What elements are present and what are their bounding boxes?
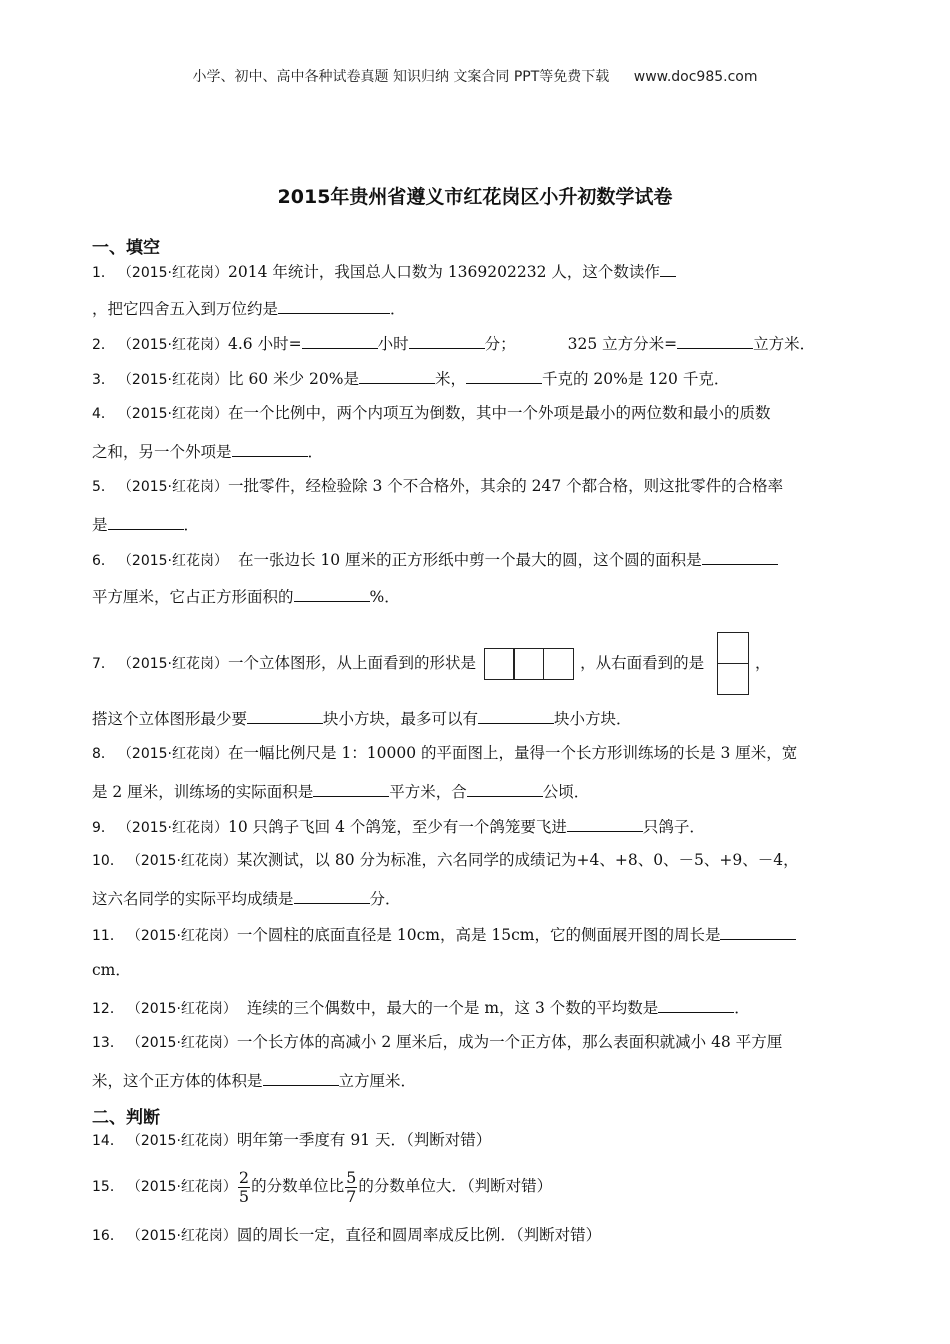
header-text: 小学、初中、高中各种试卷真题 知识归纳 文案合同 PPT等免费下载 — [192, 69, 610, 85]
answer-blank[interactable] — [247, 707, 323, 724]
answer-blank[interactable] — [302, 332, 378, 349]
question-5-cont: 是 ． — [92, 513, 199, 535]
header-site[interactable]: www.doc985.com — [633, 69, 758, 85]
question-15: 15． （2015·红花岗） $\frac{2}{5}$ 的分数单位比 $\frac{5}{7}$ 的分数单位大．（判断对错） — [92, 1167, 553, 1206]
top-view-figure — [485, 648, 574, 680]
question-4: 4． （2015·红花岗）在一个比例中，两个内项互为倒数，其中一个外项是最小的两位数和最小的质数 — [92, 404, 771, 422]
answer-blank[interactable] — [720, 923, 796, 940]
answer-blank[interactable] — [263, 1069, 339, 1086]
question-5: 5． （2015·红花岗）一批零件，经检验除 3 个不合格外，其余的 247 个都合格，则这批零件的合格率 — [92, 477, 784, 495]
section-fill-in: 一、填空 — [92, 238, 160, 258]
top-view-cell — [513, 648, 544, 680]
question-3: 3． （2015·红花岗）比 60 米少 20%是 米， 千克的 20%是 120 千克． — [92, 367, 729, 390]
question-2: 2． （2015·红花岗）4.6 小时= 小时 分； 325 立方分米= 立方米． — [92, 332, 815, 355]
question-8: 8． （2015·红花岗）在一幅比例尺是 1：10000 的平面图上，量得一个长方形训练场的长是 3 厘米，宽 — [92, 744, 798, 762]
answer-blank[interactable] — [660, 260, 676, 277]
question-7: 7． （2015·红花岗）一个立体图形，从上面看到的形状是 ，从右面看到的是 ， — [92, 630, 771, 696]
question-10-cont: 这六名同学的实际平均成绩是 分． — [92, 887, 401, 909]
question-16: 16． （2015·红花岗）圆的周长一定，直径和圆周率成反比例．（判断对错） — [92, 1226, 602, 1244]
question-1-cont: ，把它四舍五入到万位约是 ． — [92, 297, 406, 319]
question-6: 6． （2015·红花岗） 在一张边长 10 厘米的正方形纸中剪一个最大的圆，这个圆的面积是 — [92, 548, 778, 571]
right-view-cell — [717, 663, 749, 695]
answer-blank[interactable] — [278, 297, 390, 314]
answer-blank[interactable] — [232, 440, 308, 457]
question-13: 13． （2015·红花岗）一个长方体的高减小 2 厘米后，成为一个正方体，那么表面积就减小 48 平方厘 — [92, 1033, 783, 1051]
answer-blank[interactable] — [658, 996, 734, 1013]
question-13-cont: 米，这个正方体的体积是 立方厘米． — [92, 1069, 416, 1091]
question-10: 10． （2015·红花岗）某次测试，以 80 分为标准，六名同学的成绩记为+4、+8、0、－5、+9、－4， — [92, 851, 799, 869]
right-view-figure — [717, 633, 749, 694]
question-12: 12． （2015·红花岗） 连续的三个偶数中，最大的一个是 m，这 3 个数的平均数是 ． — [92, 996, 750, 1019]
fraction-5-7: $\frac{5}{7}$ — [346, 1167, 357, 1206]
page-title: 2015年贵州省遵义市红花岗区小升初数学试卷 — [277, 186, 673, 208]
question-7-cont: 搭这个立体图形最少要 块小方块，最多可以有 块小方块． — [92, 707, 632, 729]
answer-blank[interactable] — [313, 780, 389, 797]
question-8-cont: 是 2 厘米，训练场的实际面积是 平方米，合 公顷． — [92, 780, 589, 802]
answer-blank[interactable] — [702, 548, 778, 565]
question-6-cont: 平方厘米，它占正方形面积的 %． — [92, 585, 400, 607]
question-11-cont: cm． — [92, 961, 131, 979]
answer-blank[interactable] — [677, 332, 753, 349]
page-header — [0, 66, 950, 86]
right-view-cell — [717, 632, 749, 664]
answer-blank[interactable] — [466, 367, 542, 384]
answer-blank[interactable] — [108, 513, 184, 530]
question-11: 11． （2015·红花岗）一个圆柱的底面直径是 10cm，高是 15cm，它的侧面展开图的周长是 — [92, 923, 796, 946]
question-1: 1． （2015·红花岗）2014 年统计，我国总人口数为 1369202232 人，这个数读作 — [92, 260, 676, 283]
answer-blank[interactable] — [409, 332, 485, 349]
answer-blank[interactable] — [294, 585, 370, 602]
fraction-2-5: $\frac{2}{5}$ — [238, 1167, 250, 1206]
answer-blank[interactable] — [294, 887, 370, 904]
question-14: 14． （2015·红花岗）明年第一季度有 91 天．（判断对错） — [92, 1131, 492, 1149]
question-9: 9． （2015·红花岗）10 只鸽子飞回 4 个鸽笼，至少有一个鸽笼要飞进 只鸽子． — [92, 815, 705, 838]
section-judge: 二、判断 — [92, 1108, 160, 1128]
answer-blank[interactable] — [567, 815, 643, 832]
answer-blank[interactable] — [359, 367, 435, 384]
top-view-cell — [543, 648, 574, 680]
top-view-cell — [484, 648, 515, 680]
answer-blank[interactable] — [467, 780, 543, 797]
answer-blank[interactable] — [478, 707, 554, 724]
question-4-cont: 之和，另一个外项是 ． — [92, 440, 323, 462]
